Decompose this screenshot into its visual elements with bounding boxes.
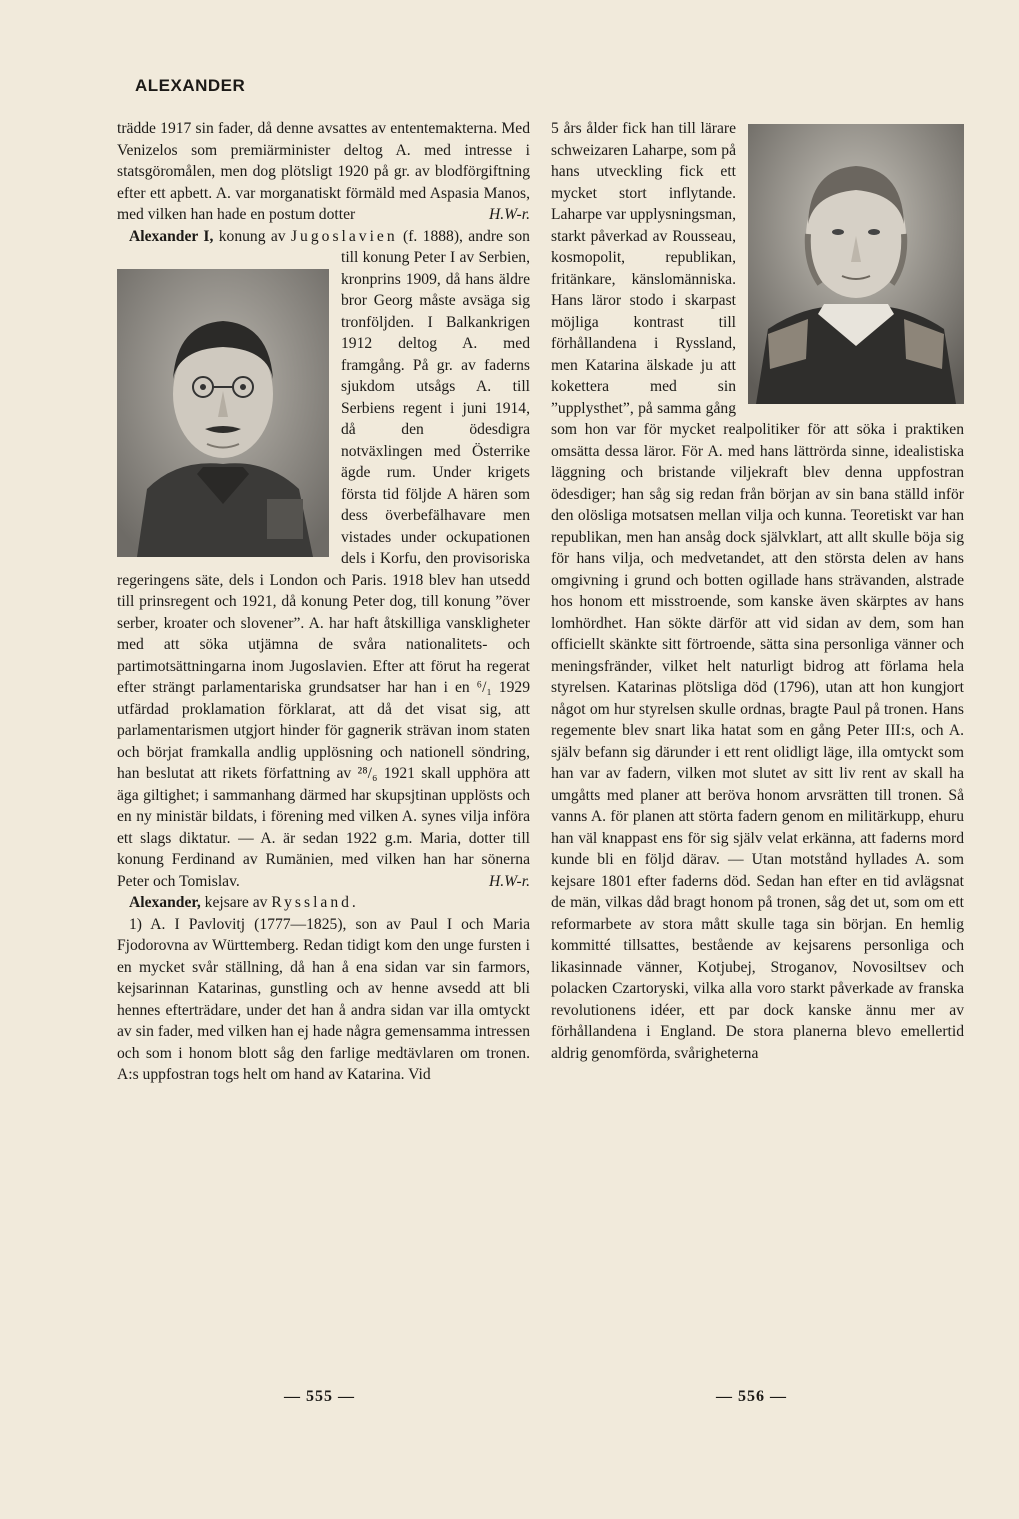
author-signature: H.W-r. xyxy=(488,206,530,223)
entry-title: konung av xyxy=(218,227,286,245)
left-column xyxy=(117,118,530,1086)
right-column xyxy=(551,118,964,1064)
entry-country: Ryssland. xyxy=(271,894,359,911)
entry-continuation xyxy=(551,118,964,1064)
page-number-left: — 555 — xyxy=(284,1388,355,1405)
entry-text: (f. 1888), andre son till konung Peter I av Serbien, kronprins 1909, då hans äldre bror Georg måste avsäga sig tronföljden. I Balkankrigen 1912 deltog A. med framgång. På gr. av faderns sjukdom utsågs A. till Serbiens regent i juni 1914, då den ödesdigra notväxlingen med Österrike ägde rum. Under krigets första tid följde A hären som dess överbefälhavare men vistades under ockupationen dels i Korfu, den provisoriska regeringens säte, dels i London och Paris. 1918 blev han utsedd till prinsregent och 1921, då konung Peter dog, till konung ”över serber, kroater och slovener”. A. har haft åtskilliga vanskligheter med att söka utjämna de svåra nationalitets- och partimotsättningarna inom Jugoslavien. Efter att förut ha regerat efter strängt parlamentariska grundsatser har han i en ⁶/₁ 1929 utfärdad proklamation förklarat, att då det visat sig, att parlamentarismen utgjort hinder för gagnerik strävan inom staten och börjat framkalla andlig upplösning och nationell söndring, han beslutat att rikets författning av ²⁸/₆ 1921 skall upphöra att äga giltighet; i sammanhang därmed har skupsjtinan upplösts och en ny ministär bildats, i förening med vilken A. synes vilja införa ett slags diktatur. — A. är sedan 1922 g.m. Maria, dotter till konung Ferdinand av Rumänien, med vilken han har sönerna Peter och Tomislav. xyxy=(117,227,530,890)
entry-title: kejsare av xyxy=(204,894,268,911)
entry-text: trädde 1917 sin fader, då denne avsattes av ententemakterna. Med Venizelos som premiärminister deltog A. med intresse i statsgöromålen, men dog plötsligt 1920 på gr. av blodförgiftning efter ett apbett. A. var morganatiskt förmäld med Aspasia Manos, med vilken han hade en postum dotter xyxy=(117,120,530,223)
running-head: ALEXANDER xyxy=(135,76,246,95)
page-number-right: — 556 — xyxy=(716,1388,787,1405)
portrait-engraving xyxy=(748,124,964,404)
author-signature: H.W-r. xyxy=(488,872,530,890)
entry-continuation xyxy=(117,118,530,226)
entry-country: Jugoslavien xyxy=(290,227,398,245)
entry-subsection-alexander-i-pavlovitj: 1) A. I Pavlovitj (1777—1825), son av Paul I och Maria Fjodorovna av Württemberg. Redan tidigt kom den unge fursten i en mycket svår ställning, då han å ena sidan var sin farmors, kejsarinnan Katarinas, gunstling och av henne avsedd att bli hennes efterträdare, under det han å andra sidan var illa omtyckt av sin fader, med vilken han ej hade några gemensamma intressen och som i honom blott såg den farlige medtävlaren om tronen. A:s uppfostran togs helt om hand av Katarina. Vid xyxy=(117,915,530,1083)
entry-alexander-ryssland xyxy=(117,892,530,914)
entry-headword: Alexander I, xyxy=(129,227,214,245)
entry-headword: Alexander, xyxy=(129,894,201,911)
entry-text: 5 års ålder fick han till lärare schweizaren Laharpe, som på hans utveckling fick ett mycket stort inflytande. Laharpe var upplysningsman, starkt påverkad av Rousseau, kosmopolit, republikan, fritänkare, känslomänniska. Hans läror stodo i skarpast möjliga kontrast till förhållandena i Ryssland, men Katarina älskade ju att kokettera med sin ”upplysthet”, på samma gång som hon var för mycket realpolitiker för att söka i praktiken omsätta dessa läror. För A. med hans lättrörda sinne, idealistiska läggning och bristande viljekraft blev denna uppfostran ödesdiger; han såg sig redan från början av sin bana ställd inför den olösliga motsatsen mellan vilja och kunna. Teoretiskt var han republikan, men han ansåg dock självklart, att allt skulle böja sig för hans vilja, och medvetandet, att den största delen av hans omgivning i grund och botten ogillade hans strävanden, alstrade hos honom ett misstroende, som kanske även skärptes av hans lomhördhet. Han sökte därför att vid sidan av dem, som han officiellt skänkte sitt förtroende, sätta sina personliga vänner och meningsfränder, vilket helt naturligt bidrog att förlama hela styrelsen. Katarinas plötsliga död (1796), utan att hon kungjort något om hur styrelsen skulle ordnas, bragte Paul på tronen. Hans regemente blev snart lika hatat som en gång Peter III:s, och A. själv befann sig därunder i ett rent olidligt läge, illa omtyckt som han var av fadern, vilken mot slutet av sitt liv rent av skall ha umgåtts med planer att beröva honom arvsrätten till tronen. Så vanns A. för planen att störta fadern genom en militärkupp, ehuru han väl knappast ens för sig själv velat erkänna, att faderns mord kunde bli en följd därav. — Utan motstånd hyllades A. som kejsare 1801 efter faderns död. Sedan han efter en tid avlägsnat de män, vilkas dåd bragt honom på tronen, såg det ut, som om ett reformarbete av stora mått skulle taga sin början. En hemlig kommitté tillsattes, bestående av kejsarens personliga och likasinnade vänner, Kotjubej, Stroganov, Novosiltsev och polacken Czartoryski, vilka alla voro starkt påverkade av franska revolutionens idéer, ett par dock kanske ännu mer av förhållandena i England. De stora planerna blevo emellertid aldrig genomförda, svårigheterna xyxy=(551,120,964,1062)
portrait-alexander-i-jugoslavien xyxy=(117,269,329,557)
portrait-photo xyxy=(117,269,329,557)
entry-alexander-i-jugoslavien xyxy=(117,226,530,893)
portrait-alexander-i-pavlovitj xyxy=(748,124,964,404)
